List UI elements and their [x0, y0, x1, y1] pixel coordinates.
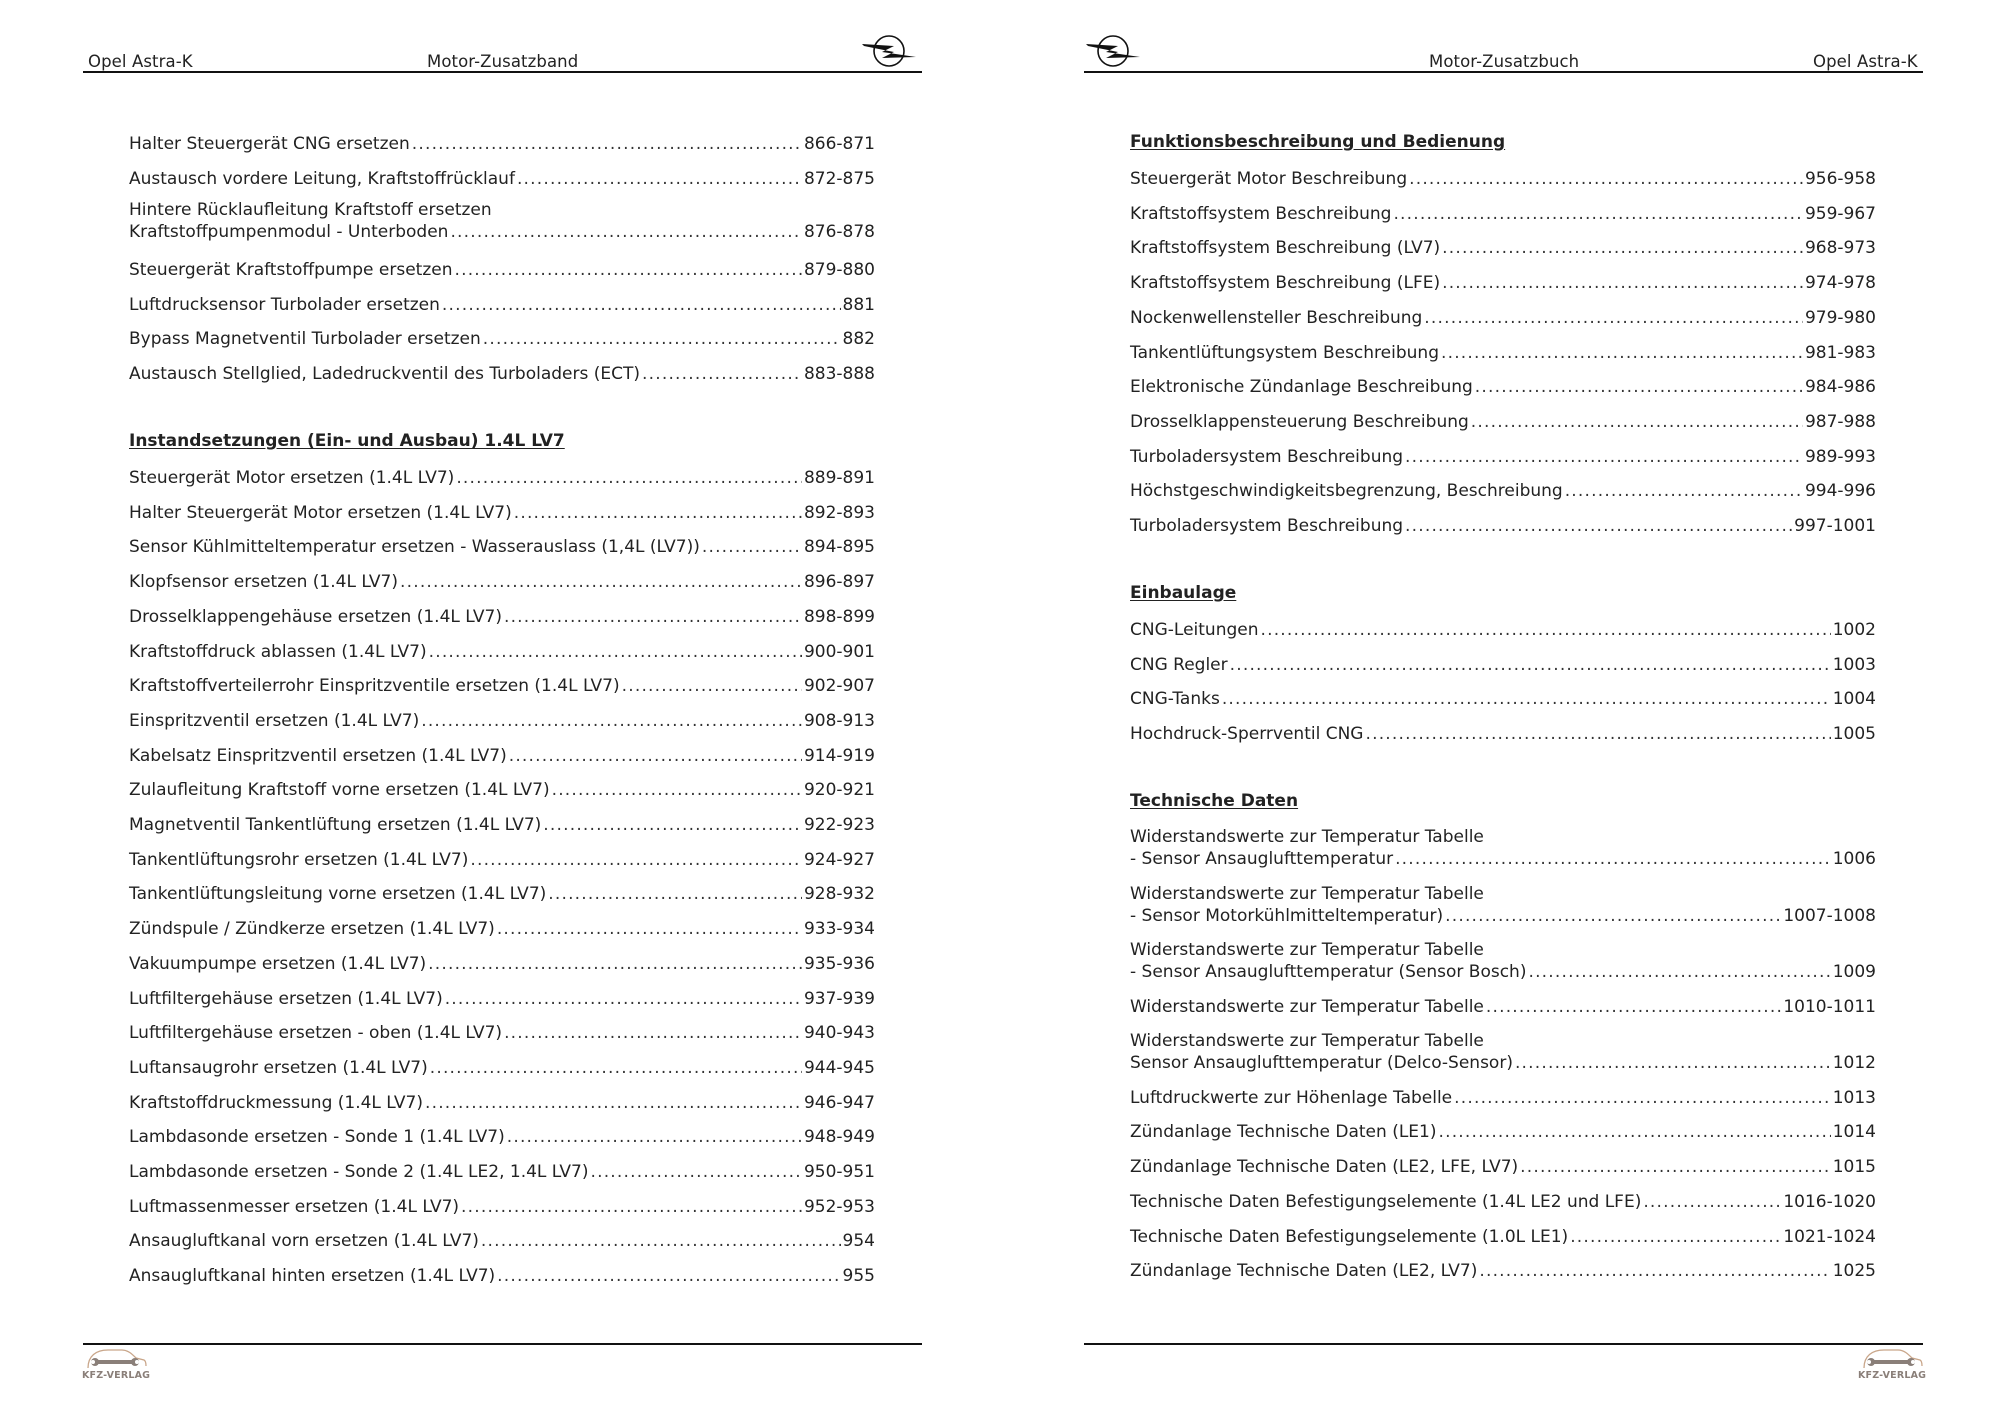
- toc-entry[interactable]: [1130, 723, 1876, 745]
- dot-leader: [1441, 342, 1803, 364]
- toc-entry-label: Turboladersystem Beschreibung: [1130, 516, 1404, 536]
- toc-entry-page-number: 896-897: [803, 572, 875, 593]
- dot-leader: [450, 221, 802, 243]
- toc-entry-page-number: 1015: [1832, 1157, 1876, 1178]
- toc-entry-label: Luftfiltergehäuse ersetzen - oben (1.4L LV7): [129, 1023, 503, 1044]
- toc-entry[interactable]: [129, 363, 875, 385]
- toc-entry[interactable]: [129, 1161, 875, 1183]
- toc-entry-page-number: 924-927: [803, 849, 875, 870]
- toc-entry-page-number: 955: [842, 1266, 875, 1287]
- toc-entry-page-number: 1013: [1832, 1087, 1876, 1108]
- toc-entry[interactable]: [129, 328, 875, 350]
- dot-leader: [454, 259, 801, 281]
- toc-entry[interactable]: [129, 467, 875, 489]
- dot-leader: [504, 1022, 802, 1044]
- toc-entry-label: Bypass Magnetventil Turbolader ersetzen: [129, 329, 481, 350]
- dot-leader: [1442, 237, 1803, 259]
- toc-entry-page-number: 944-945: [803, 1057, 875, 1078]
- toc-entry-label: Zündanlage Technische Daten (LE1): [1130, 1122, 1437, 1143]
- toc-entry[interactable]: [1130, 376, 1876, 398]
- toc-entry[interactable]: [1130, 1226, 1876, 1248]
- toc-entry-label: Zündanlage Technische Daten (LE2, LV7): [1130, 1261, 1478, 1282]
- toc-entry-label: CNG Regler: [1130, 654, 1228, 675]
- toc-entry[interactable]: [1130, 1260, 1876, 1282]
- toc-entry-label: Kraftstoffverteilerrohr Einspritzventile ersetzen (1.4L LV7): [129, 676, 620, 697]
- toc-entry-page-number: 1003: [1832, 654, 1876, 675]
- toc-entry-page-number: 1006: [1832, 849, 1876, 869]
- toc-entry[interactable]: [1130, 688, 1876, 710]
- toc-entry[interactable]: [129, 133, 875, 155]
- dot-leader: [429, 641, 802, 663]
- kfz-verlag-logo-icon: [82, 1346, 150, 1384]
- dot-leader: [456, 467, 802, 489]
- toc-entry-label: Technische Daten Befestigungselemente (1.4L LE2 und LFE): [1130, 1191, 1642, 1212]
- toc-entry[interactable]: [1130, 1156, 1876, 1178]
- toc-entry-page-number: 984-986: [1804, 377, 1876, 398]
- toc-entry-label: Luftansaugrohr ersetzen (1.4L LV7): [129, 1057, 428, 1078]
- toc-entry-label: Vakuumpumpe ersetzen (1.4L LV7): [129, 953, 427, 974]
- dot-leader: [430, 1057, 802, 1079]
- toc-entry-label: Austausch vordere Leitung, Kraftstoffrücklauf: [129, 168, 515, 189]
- toc-entry-page-number: 1009: [1832, 962, 1876, 982]
- toc-entry-label: Nockenwellensteller Beschreibung: [1130, 307, 1423, 328]
- toc-entry[interactable]: [1130, 1121, 1876, 1143]
- toc-entry-page-number: 1025: [1832, 1261, 1876, 1282]
- toc-entry-page-number: 968-973: [1804, 238, 1876, 259]
- header-book-title: Motor-Zusatzbuch: [1429, 52, 1580, 71]
- toc-entry-page-number: 948-949: [803, 1127, 875, 1148]
- toc-entry[interactable]: [1130, 411, 1876, 433]
- toc-entry-page-number: 933-934: [803, 919, 875, 940]
- header-vehicle-title: Opel Astra-K: [88, 52, 193, 71]
- toc-entry-label: Magnetventil Tankentlüftung ersetzen (1.4L LV7): [129, 815, 542, 835]
- toc-entry-page-number: 1002: [1832, 620, 1876, 640]
- toc-entry-title-line: Widerstandswerte zur Temperatur Tabelle: [1130, 1031, 1484, 1052]
- dot-leader: [1442, 272, 1803, 294]
- toc-entry[interactable]: [1130, 272, 1876, 294]
- toc-entry-page-number: 1005: [1832, 724, 1876, 745]
- toc-entry-page-number: 1016-1020: [1783, 1191, 1876, 1212]
- section-heading: Funktionsbeschreibung und Bedienung: [1130, 132, 1506, 152]
- toc-entry[interactable]: [129, 918, 875, 940]
- toc-entry[interactable]: [129, 883, 875, 905]
- toc-entry-page-number: 872-875: [803, 168, 875, 189]
- toc-entry-page-number: 879-880: [803, 259, 875, 280]
- header-rule: [83, 71, 922, 73]
- toc-entry-page-number: 1007-1008: [1783, 905, 1876, 926]
- toc-entry[interactable]: [1130, 237, 1876, 259]
- toc-entry[interactable]: [1130, 480, 1876, 502]
- dot-leader: [509, 745, 802, 767]
- dot-leader: [1393, 203, 1803, 225]
- toc-entry-label: CNG-Tanks: [1130, 689, 1220, 710]
- toc-entry[interactable]: [1130, 939, 1876, 983]
- toc-entry-label: Luftmassenmesser ersetzen (1.4L LV7): [129, 1196, 460, 1217]
- section-heading: Technische Daten: [1130, 791, 1299, 811]
- dot-leader: [702, 536, 802, 558]
- header-rule: [1084, 71, 1923, 73]
- dot-leader: [622, 675, 802, 697]
- toc-entry[interactable]: [129, 710, 875, 732]
- toc-entry-page-number: 1010-1011: [1783, 996, 1876, 1017]
- dot-leader: [1222, 688, 1831, 710]
- toc-entry[interactable]: [1130, 883, 1876, 927]
- toc-entry-page-number: 946-947: [803, 1092, 875, 1113]
- footer-publisher: KFZ-VERLAG: [82, 1370, 151, 1381]
- toc-entry-label: Sensor Ansauglufttemperatur (Delco-Sensor): [1130, 1053, 1513, 1074]
- opel-logo-icon: [860, 31, 920, 71]
- toc-entry-page-number: 900-901: [803, 641, 875, 662]
- toc-entry[interactable]: [129, 1126, 875, 1148]
- header-vehicle-title: Opel Astra-K: [1813, 52, 1918, 71]
- dot-leader: [1570, 1226, 1781, 1248]
- dot-leader: [445, 988, 802, 1010]
- dot-leader: [507, 1126, 802, 1148]
- toc-entry-page-number: 881: [842, 294, 875, 315]
- toc-entry[interactable]: [1130, 203, 1876, 225]
- toc-entry[interactable]: [1130, 446, 1876, 468]
- dot-leader: [552, 779, 802, 801]
- toc-entry[interactable]: [129, 745, 875, 767]
- toc-entry-label: Widerstandswerte zur Temperatur Tabelle: [1130, 996, 1484, 1017]
- dot-leader: [1475, 376, 1803, 398]
- toc-entry[interactable]: [129, 259, 875, 281]
- toc-entry-page-number: 935-936: [803, 953, 875, 974]
- toc-entry-title-line: Widerstandswerte zur Temperatur Tabelle: [1130, 883, 1484, 904]
- toc-entry-page-number: 940-943: [803, 1023, 875, 1044]
- toc-entry-page-number: 866-871: [803, 134, 875, 154]
- dot-leader: [412, 133, 802, 155]
- toc-entry-page-number: 979-980: [1804, 307, 1876, 328]
- toc-entry[interactable]: [129, 1022, 875, 1044]
- toc-entry-label: Einspritzventil ersetzen (1.4L LV7): [129, 710, 420, 731]
- toc-entry-page-number: 994-996: [1804, 481, 1876, 502]
- dot-leader: [1479, 1260, 1830, 1282]
- toc-entry[interactable]: [129, 571, 875, 593]
- dot-leader: [481, 1230, 841, 1252]
- toc-entry[interactable]: [129, 1196, 875, 1218]
- toc-entry[interactable]: [129, 953, 875, 975]
- toc-entry-label: Sensor Kühlmitteltemperatur ersetzen - Wasserauslass (1,4L (LV7)): [129, 537, 700, 558]
- right-page: [1000, 0, 2000, 1413]
- dot-leader: [1471, 411, 1803, 433]
- toc-entry-label: Kraftstoffpumpenmodul - Unterboden: [129, 222, 449, 243]
- toc-entry-label: Steuergerät Motor ersetzen (1.4L LV7): [129, 468, 455, 488]
- dot-leader: [1424, 307, 1803, 329]
- toc-entry-page-number: 952-953: [803, 1196, 875, 1217]
- toc-entry-label: Elektronische Zündanlage Beschreibung: [1130, 377, 1473, 398]
- toc-entry-label: Technische Daten Befestigungselemente (1.0L LE1): [1130, 1226, 1569, 1247]
- toc-entry[interactable]: [1130, 1087, 1876, 1109]
- toc-entry[interactable]: [129, 849, 875, 871]
- dot-leader: [1409, 168, 1803, 190]
- toc-entry-label: CNG-Leitungen: [1130, 620, 1259, 640]
- toc-entry[interactable]: [129, 1265, 875, 1287]
- toc-entry-label: Höchstgeschwindigkeitsbegrenzung, Beschreibung: [1130, 481, 1563, 502]
- toc-entry-page-number: 889-891: [803, 468, 875, 488]
- toc-entry-title-line: Widerstandswerte zur Temperatur Tabelle: [1130, 827, 1484, 847]
- dot-leader: [517, 168, 802, 190]
- toc-entry-page-number: 920-921: [803, 780, 875, 801]
- toc-entry-page-number: 1004: [1832, 689, 1876, 710]
- toc-entry-label: Steuergerät Kraftstoffpumpe ersetzen: [129, 259, 453, 280]
- toc-entry-page-number: 937-939: [803, 988, 875, 1009]
- toc-entry-page-number: 894-895: [803, 537, 875, 558]
- toc-entry[interactable]: [129, 1092, 875, 1114]
- toc-entry-label: Lambdasonde ersetzen - Sonde 1 (1.4L LV7): [129, 1127, 505, 1148]
- toc-entry-page-number: 981-983: [1804, 342, 1876, 363]
- toc-entry-page-number: 898-899: [803, 606, 875, 627]
- toc-entry-label: Lambdasonde ersetzen - Sonde 2 (1.4L LE2, 1.4L LV7): [129, 1162, 589, 1182]
- toc-entry-page-number: 987-988: [1804, 411, 1876, 432]
- toc-entry-label: Austausch Stellglied, Ladedruckventil des Turboladers (ECT): [129, 364, 641, 384]
- toc-entry-title-line: Hintere Rücklaufleitung Kraftstoff ersetzen: [129, 200, 492, 221]
- dot-leader: [514, 502, 802, 524]
- dot-leader: [442, 294, 841, 316]
- dot-leader: [421, 710, 802, 732]
- toc-entry-page-number: 1012: [1832, 1053, 1876, 1074]
- toc-entry[interactable]: [1130, 996, 1876, 1018]
- dot-leader: [1643, 1191, 1781, 1213]
- dot-leader: [1528, 961, 1830, 983]
- dot-leader: [543, 814, 802, 836]
- dot-leader: [497, 918, 802, 940]
- toc-entry-page-number: 928-932: [803, 884, 875, 905]
- dot-leader: [1395, 848, 1831, 870]
- dot-leader: [504, 606, 802, 628]
- dot-leader: [1365, 723, 1830, 745]
- footer-rule: [1084, 1343, 1923, 1345]
- toc-entry-label: Kraftstoffsystem Beschreibung (LV7): [1130, 238, 1441, 259]
- toc-entry[interactable]: [129, 199, 875, 243]
- toc-entry-label: Kraftstoffdruckmessung (1.4L LV7): [129, 1092, 423, 1113]
- toc-entry[interactable]: [1130, 654, 1876, 676]
- toc-entry-label: Ansaugluftkanal vorn ersetzen (1.4L LV7): [129, 1231, 479, 1252]
- toc-entry[interactable]: [1130, 1030, 1876, 1074]
- toc-entry-label: Halter Steuergerät Motor ersetzen (1.4L LV7): [129, 502, 512, 523]
- toc-entry[interactable]: [129, 814, 875, 836]
- dot-leader: [548, 883, 802, 905]
- dot-leader: [1445, 905, 1781, 927]
- dot-leader: [497, 1265, 840, 1287]
- dot-leader: [461, 1196, 802, 1218]
- toc-entry-label: Tankentlüftungsrohr ersetzen (1.4L LV7): [129, 849, 469, 870]
- toc-entry-label: Zündanlage Technische Daten (LE2, LFE, LV7): [1130, 1157, 1519, 1178]
- toc-entry-page-number: 989-993: [1804, 446, 1876, 467]
- toc-entry[interactable]: [129, 675, 875, 697]
- toc-entry-label: - Sensor Ansauglufttemperatur (Sensor Bosch): [1130, 962, 1527, 982]
- toc-entry-label: Hochdruck-Sperrventil CNG: [1130, 724, 1364, 745]
- toc-entry[interactable]: [129, 779, 875, 801]
- dot-leader: [470, 849, 802, 871]
- toc-entry-page-number: 883-888: [803, 364, 875, 384]
- opel-logo-icon: [1084, 31, 1144, 71]
- dot-leader: [1439, 1121, 1831, 1143]
- section-heading: Einbaulage: [1130, 583, 1237, 603]
- toc-entry-page-number: 1014: [1832, 1122, 1876, 1143]
- toc-entry[interactable]: [1130, 826, 1876, 870]
- toc-entry[interactable]: [1130, 515, 1876, 537]
- toc-entry-label: Kabelsatz Einspritzventil ersetzen (1.4L LV7): [129, 745, 507, 766]
- toc-entry-label: - Sensor Ansauglufttemperatur: [1130, 849, 1394, 869]
- dot-leader: [1405, 446, 1803, 468]
- section-heading: Instandsetzungen (Ein- und Ausbau) 1.4L LV7: [129, 431, 565, 451]
- toc-entry-page-number: 922-923: [803, 815, 875, 835]
- toc-entry-label: Kraftstoffdruck ablassen (1.4L LV7): [129, 641, 427, 662]
- toc-entry-page-number: 902-907: [803, 676, 875, 697]
- toc-entry-label: Turboladersystem Beschreibung: [1130, 446, 1404, 467]
- toc-entry-label: Ansaugluftkanal hinten ersetzen (1.4L LV7): [129, 1266, 496, 1287]
- toc-entry[interactable]: [129, 606, 875, 628]
- toc-entry[interactable]: [1130, 168, 1876, 190]
- toc-entry[interactable]: [1130, 342, 1876, 364]
- toc-entry-label: Steuergerät Motor Beschreibung: [1130, 169, 1408, 189]
- toc-entry-label: Halter Steuergerät CNG ersetzen: [129, 134, 410, 154]
- toc-entry-label: Drosselklappensteuerung Beschreibung: [1130, 411, 1469, 432]
- toc-entry-label: Zulaufleitung Kraftstoff vorne ersetzen (1.4L LV7): [129, 780, 550, 801]
- dot-leader: [1515, 1052, 1831, 1074]
- dot-leader: [400, 571, 802, 593]
- dot-leader: [1230, 654, 1831, 676]
- dot-leader: [1261, 619, 1831, 641]
- footer-publisher: KFZ-VERLAG: [1858, 1370, 1927, 1381]
- toc-entry[interactable]: [129, 1230, 875, 1252]
- toc-entry-label: Luftdruckwerte zur Höhenlage Tabelle: [1130, 1087, 1453, 1108]
- header-book-title: Motor-Zusatzband: [427, 52, 579, 71]
- toc-entry-label: Kraftstoffsystem Beschreibung: [1130, 203, 1392, 224]
- dot-leader: [483, 328, 841, 350]
- toc-entry-label: Zündspule / Zündkerze ersetzen (1.4L LV7): [129, 919, 495, 940]
- toc-entry-label: Drosselklappengehäuse ersetzen (1.4L LV7): [129, 606, 502, 627]
- dot-leader: [590, 1161, 801, 1183]
- toc-entry-page-number: 892-893: [803, 502, 875, 523]
- toc-entry-page-number: 959-967: [1804, 203, 1876, 224]
- dot-leader: [1486, 996, 1781, 1018]
- toc-entry-page-number: 950-951: [803, 1162, 875, 1182]
- dot-leader: [1565, 480, 1803, 502]
- toc-entry[interactable]: [129, 502, 875, 524]
- toc-entry-page-number: 876-878: [803, 222, 875, 243]
- kfz-verlag-logo-icon: [1858, 1346, 1926, 1384]
- dot-leader: [1454, 1087, 1831, 1109]
- toc-entry-page-number: 882: [842, 329, 875, 350]
- toc-entry-page-number: 954: [842, 1231, 875, 1252]
- toc-entry-page-number: 997-1001: [1794, 516, 1876, 536]
- dot-leader: [1520, 1156, 1831, 1178]
- toc-entry-label: Kraftstoffsystem Beschreibung (LFE): [1130, 273, 1441, 294]
- toc-entry-label: Luftdrucksensor Turbolader ersetzen: [129, 294, 440, 315]
- toc-entry[interactable]: [129, 536, 875, 558]
- toc-entry-label: Luftfiltergehäuse ersetzen (1.4L LV7): [129, 988, 443, 1009]
- footer-rule: [83, 1343, 922, 1345]
- toc-entry-title-line: Widerstandswerte zur Temperatur Tabelle: [1130, 940, 1484, 960]
- toc-entry[interactable]: [129, 641, 875, 663]
- toc-entry-label: - Sensor Motorkühlmitteltemperatur): [1130, 905, 1444, 926]
- dot-leader: [1405, 515, 1792, 537]
- toc-entry-page-number: 914-919: [803, 745, 875, 766]
- toc-entry-page-number: 908-913: [803, 710, 875, 731]
- toc-entry-label: Tankentlüftungsystem Beschreibung: [1130, 342, 1439, 363]
- toc-entry-label: Tankentlüftungsleitung vorne ersetzen (1.4L LV7): [129, 884, 547, 905]
- toc-entry[interactable]: [129, 988, 875, 1010]
- toc-entry[interactable]: [129, 294, 875, 316]
- toc-entry[interactable]: [1130, 619, 1876, 641]
- dot-leader: [642, 363, 802, 385]
- toc-entry-page-number: 956-958: [1804, 169, 1876, 189]
- toc-entry[interactable]: [1130, 1191, 1876, 1213]
- dot-leader: [425, 1092, 802, 1114]
- toc-entry-page-number: 1021-1024: [1783, 1226, 1876, 1247]
- toc-entry[interactable]: [129, 168, 875, 190]
- toc-entry[interactable]: [1130, 307, 1876, 329]
- toc-entry-page-number: 974-978: [1804, 273, 1876, 294]
- dot-leader: [428, 953, 802, 975]
- toc-entry[interactable]: [129, 1057, 875, 1079]
- toc-entry-label: Klopfsensor ersetzen (1.4L LV7): [129, 572, 399, 593]
